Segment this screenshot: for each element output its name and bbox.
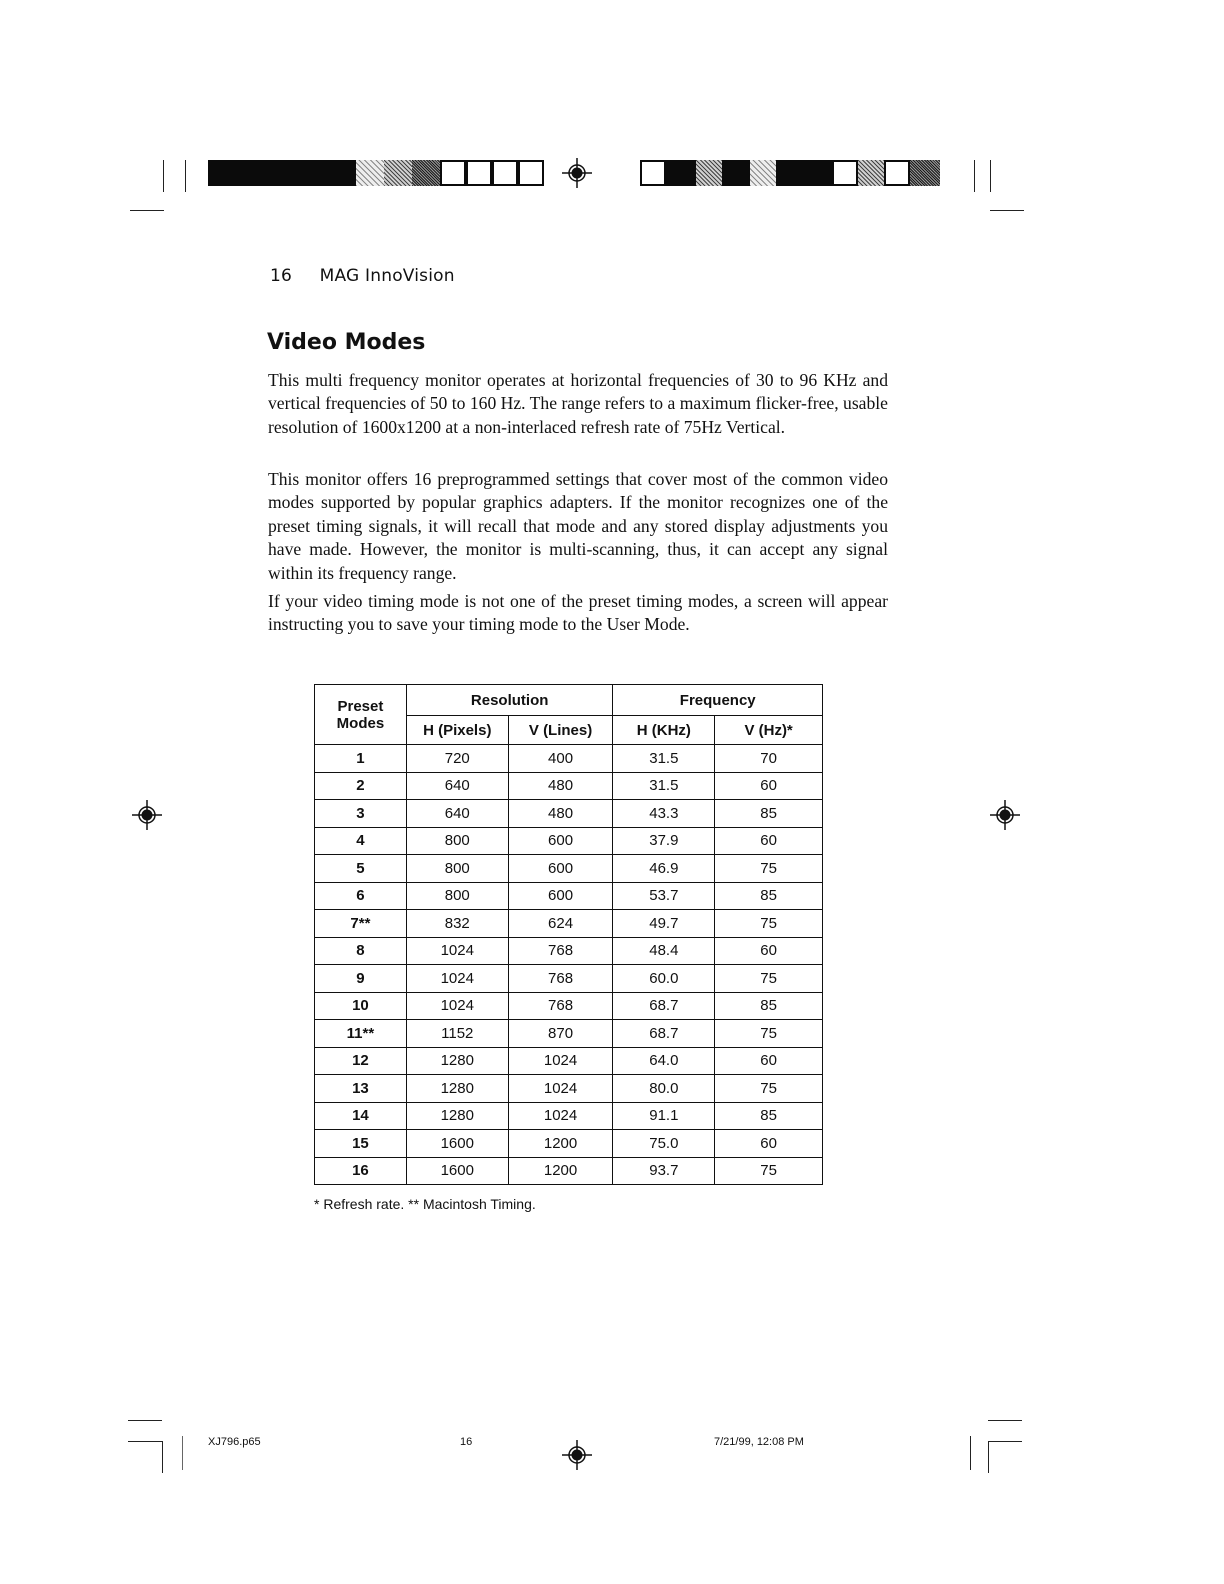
cell-v-hz: 75 xyxy=(715,965,823,993)
cell-h-pixels: 1280 xyxy=(406,1102,508,1130)
cell-v-hz: 60 xyxy=(715,1047,823,1075)
cell-preset-mode: 16 xyxy=(315,1157,407,1185)
cell-preset-mode: 14 xyxy=(315,1102,407,1130)
registration-target-icon xyxy=(562,158,592,188)
column-header-v-hz: V (Hz)* xyxy=(715,716,823,745)
cell-v-hz: 85 xyxy=(715,800,823,828)
cell-v-hz: 75 xyxy=(715,1075,823,1103)
video-modes-table xyxy=(314,684,823,1185)
cell-preset-mode: 6 xyxy=(315,882,407,910)
cell-h-pixels: 1152 xyxy=(406,1020,508,1048)
cell-h-pixels: 800 xyxy=(406,882,508,910)
cell-v-hz: 60 xyxy=(715,827,823,855)
cell-v-lines: 400 xyxy=(508,745,613,773)
cell-v-hz: 60 xyxy=(715,1130,823,1158)
cell-h-khz: 80.0 xyxy=(613,1075,715,1103)
column-header-h-khz: H (KHz) xyxy=(613,716,715,745)
registration-target-left-icon xyxy=(132,800,162,830)
cell-h-pixels: 1280 xyxy=(406,1075,508,1103)
table-row xyxy=(315,1047,823,1075)
cell-h-khz: 91.1 xyxy=(613,1102,715,1130)
cell-h-pixels: 1600 xyxy=(406,1157,508,1185)
cell-preset-mode: 7** xyxy=(315,910,407,938)
cell-preset-mode: 1 xyxy=(315,745,407,773)
cell-preset-mode: 4 xyxy=(315,827,407,855)
cell-v-lines: 768 xyxy=(508,992,613,1020)
cell-v-hz: 75 xyxy=(715,910,823,938)
table-row xyxy=(315,772,823,800)
cell-h-khz: 37.9 xyxy=(613,827,715,855)
resolution-header: Resolution xyxy=(406,685,613,716)
paragraph-3: If your video timing mode is not one of the preset timing modes, a screen will appear instructing you to save your timing mode to the User Mode. xyxy=(268,591,888,635)
column-header-v-lines: V (Lines) xyxy=(508,716,613,745)
cell-preset-mode: 5 xyxy=(315,855,407,883)
cell-v-lines: 768 xyxy=(508,965,613,993)
cell-h-pixels: 1024 xyxy=(406,937,508,965)
cell-h-khz: 68.7 xyxy=(613,1020,715,1048)
cell-h-pixels: 640 xyxy=(406,772,508,800)
cell-v-hz: 75 xyxy=(715,855,823,883)
frequency-header: Frequency xyxy=(613,685,823,716)
cell-h-khz: 64.0 xyxy=(613,1047,715,1075)
table-row xyxy=(315,965,823,993)
running-header xyxy=(270,266,455,286)
registration-target-right-icon xyxy=(990,800,1020,830)
cell-v-lines: 1200 xyxy=(508,1130,613,1158)
table-row xyxy=(315,745,823,773)
cell-h-pixels: 1280 xyxy=(406,1047,508,1075)
header-page-number: 16 xyxy=(270,266,293,286)
cell-v-lines: 600 xyxy=(508,855,613,883)
slug-file-name: XJ796.p65 xyxy=(208,1436,261,1448)
cell-v-hz: 60 xyxy=(715,937,823,965)
cell-v-lines: 600 xyxy=(508,827,613,855)
cell-preset-mode: 10 xyxy=(315,992,407,1020)
cell-preset-mode: 9 xyxy=(315,965,407,993)
cell-h-pixels: 800 xyxy=(406,855,508,883)
cell-h-khz: 43.3 xyxy=(613,800,715,828)
section-heading: Video Modes xyxy=(267,330,426,355)
cell-h-pixels: 832 xyxy=(406,910,508,938)
cell-v-lines: 1024 xyxy=(508,1047,613,1075)
table-row xyxy=(315,992,823,1020)
cell-v-hz: 85 xyxy=(715,1102,823,1130)
cell-preset-mode: 15 xyxy=(315,1130,407,1158)
preset-header-line2: Modes xyxy=(336,714,385,732)
cell-h-khz: 46.9 xyxy=(613,855,715,883)
cell-h-pixels: 1600 xyxy=(406,1130,508,1158)
registration-color-bar-right xyxy=(640,160,940,186)
cell-preset-mode: 3 xyxy=(315,800,407,828)
cell-h-pixels: 1024 xyxy=(406,965,508,993)
cell-v-lines: 1024 xyxy=(508,1102,613,1130)
cell-v-hz: 75 xyxy=(715,1020,823,1048)
cell-v-hz: 85 xyxy=(715,992,823,1020)
cell-v-hz: 70 xyxy=(715,745,823,773)
registration-color-bar-left xyxy=(208,160,544,186)
cell-preset-mode: 8 xyxy=(315,937,407,965)
cell-h-khz: 93.7 xyxy=(613,1157,715,1185)
cell-v-lines: 624 xyxy=(508,910,613,938)
table-row xyxy=(315,855,823,883)
registration-target-bottom-icon xyxy=(562,1440,592,1470)
cell-v-lines: 480 xyxy=(508,800,613,828)
preset-header-line1: Preset xyxy=(337,697,384,715)
table-row xyxy=(315,1102,823,1130)
paragraph-1: This multi frequency monitor operates at horizontal frequencies of 30 to 96 KHz and vertical frequencies of 50 to 160 Hz. The range refers to a maximum flicker-free, usable resolution of 1600x1200 at a non-interlaced refresh rate of 75Hz Vertical. xyxy=(268,370,888,437)
cell-h-pixels: 720 xyxy=(406,745,508,773)
table-footnote: * Refresh rate. ** Macintosh Timing. xyxy=(314,1196,536,1212)
cell-h-khz: 31.5 xyxy=(613,772,715,800)
table-row xyxy=(315,1157,823,1185)
cell-v-lines: 480 xyxy=(508,772,613,800)
video-modes-table-body xyxy=(315,745,823,1185)
cell-h-pixels: 1024 xyxy=(406,992,508,1020)
cell-preset-mode: 11** xyxy=(315,1020,407,1048)
cell-v-hz: 60 xyxy=(715,772,823,800)
cell-h-khz: 60.0 xyxy=(613,965,715,993)
table-row xyxy=(315,800,823,828)
cell-h-khz: 31.5 xyxy=(613,745,715,773)
slug-page-number: 16 xyxy=(460,1436,473,1448)
table-row xyxy=(315,910,823,938)
table-row xyxy=(315,827,823,855)
cell-v-lines: 768 xyxy=(508,937,613,965)
column-header-h-pixels: H (Pixels) xyxy=(406,716,508,745)
cell-v-lines: 600 xyxy=(508,882,613,910)
cell-v-lines: 870 xyxy=(508,1020,613,1048)
table-row xyxy=(315,1020,823,1048)
cell-h-khz: 49.7 xyxy=(613,910,715,938)
table-row xyxy=(315,937,823,965)
cell-preset-mode: 13 xyxy=(315,1075,407,1103)
cell-v-hz: 75 xyxy=(715,1157,823,1185)
table-row xyxy=(315,882,823,910)
cell-h-khz: 48.4 xyxy=(613,937,715,965)
cell-h-pixels: 640 xyxy=(406,800,508,828)
slug-timestamp: 7/21/99, 12:08 PM xyxy=(714,1436,804,1448)
table-row xyxy=(315,1075,823,1103)
cell-preset-mode: 2 xyxy=(315,772,407,800)
header-title: MAG InnoVision xyxy=(319,266,455,286)
cell-h-pixels: 800 xyxy=(406,827,508,855)
paragraph-2: This monitor offers 16 preprogrammed settings that cover most of the common video modes supported by popular graphics adapters. If the monitor recognizes one of the preset timing signals, it will recall that mode and any stored display adjustments you have made. However, the monitor is multi-scanning, thus, it can accept any signal within its frequency range. xyxy=(268,469,888,583)
cell-v-lines: 1024 xyxy=(508,1075,613,1103)
cell-h-khz: 53.7 xyxy=(613,882,715,910)
cell-h-khz: 75.0 xyxy=(613,1130,715,1158)
cell-v-lines: 1200 xyxy=(508,1157,613,1185)
cell-v-hz: 85 xyxy=(715,882,823,910)
cell-h-khz: 68.7 xyxy=(613,992,715,1020)
table-row xyxy=(315,1130,823,1158)
cell-preset-mode: 12 xyxy=(315,1047,407,1075)
preset-modes-header xyxy=(315,685,407,745)
